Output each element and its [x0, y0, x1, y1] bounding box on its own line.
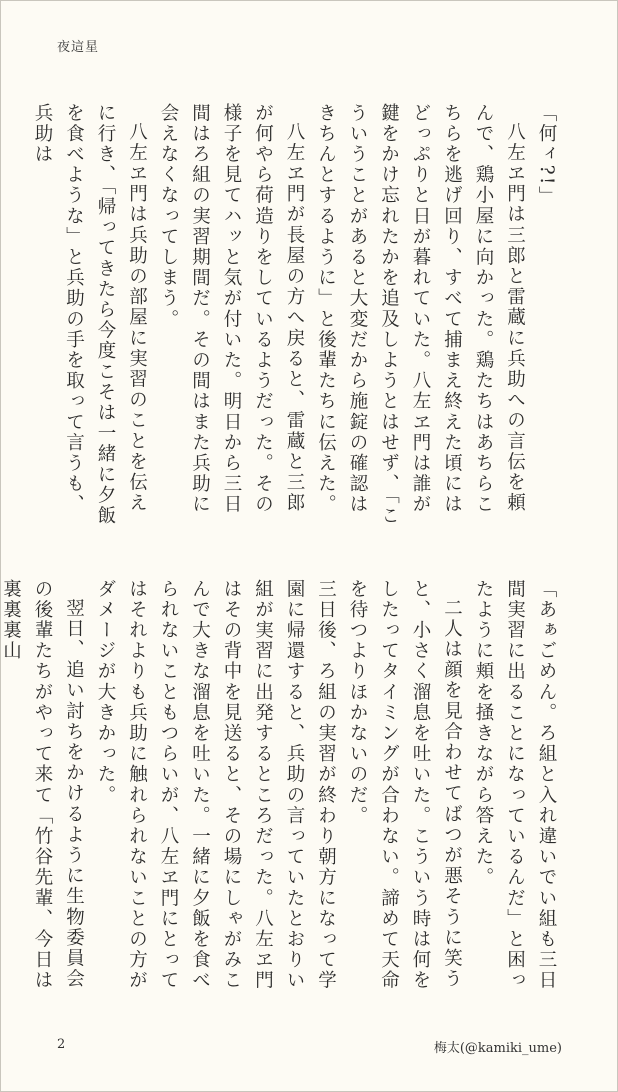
page-number: 2	[57, 1037, 66, 1052]
paragraph: 八左ヱ門は三郎と雷蔵に兵助への言伝を頼んで、鶏小屋に向かった。鶏たちはあちらこちらを逃げ回り、すべて捕まえ終えた頃にはどっぷりと日が暮れていた。八左ヱ門は誰が鍵をかけ忘れたかを追及しようとはせず、「こういうことがあると大変だから施錠の確認はきちんとするように」と後輩たちに伝えた。	[315, 103, 526, 527]
paragraph: 八左ヱ門は兵助の部屋に実習のことを伝えに行き、「帰ってきたら今度こそは一緒に夕飯を食べような」と兵助の手を取って言うも、兵助は	[32, 103, 148, 527]
text-block-top	[32, 103, 562, 527]
author-credit: 梅太(@kamiki_ume)	[433, 1041, 562, 1056]
paragraph: 八左ヱ門が長屋の方へ戻ると、雷蔵と三郎が何やら荷造りをしているようだった。その様子を見てハッと気が付いた。明日から三日間はろ組の実習期間だ。その間はまた兵助に会えなくなってしまう。	[158, 103, 305, 515]
paragraph: 「何ィ?!」	[536, 103, 557, 207]
paragraph: 三日後、ろ組の実習が終わり朝方になって学園に帰還すると、兵助の言っていたとおりい組が実習に出発するところだった。八左ヱ門はその背中を見送ると、その場にしゃがみこんで大きな溜息を吐いた。一緒に夕飯を食べられないこともつらいが、八左ヱ門にとってはそれよりも兵助に触れられないことの方がダメージが大きかった。	[95, 579, 337, 991]
text-block-bottom	[0, 579, 562, 1003]
paragraph: 翌日、追い討ちをかけるように生物委員会の後輩たちがやって来て「竹谷先輩、今日は裏裏裏山	[0, 579, 85, 991]
running-header-title: 夜這星	[57, 40, 100, 55]
paragraph: 「あぁごめん。ろ組と入れ違いでい組も三日間実習に出ることになっているんだ」と困ったように頬を掻きながら答えた。	[473, 579, 557, 991]
paragraph: 二人は顔を見合わせてばつが悪そうに笑うと、小さく溜息を吐いた。こういう時は何をしたってタイミングが合わない。諦めて天命を待つよりほかないのだ。	[347, 579, 463, 991]
